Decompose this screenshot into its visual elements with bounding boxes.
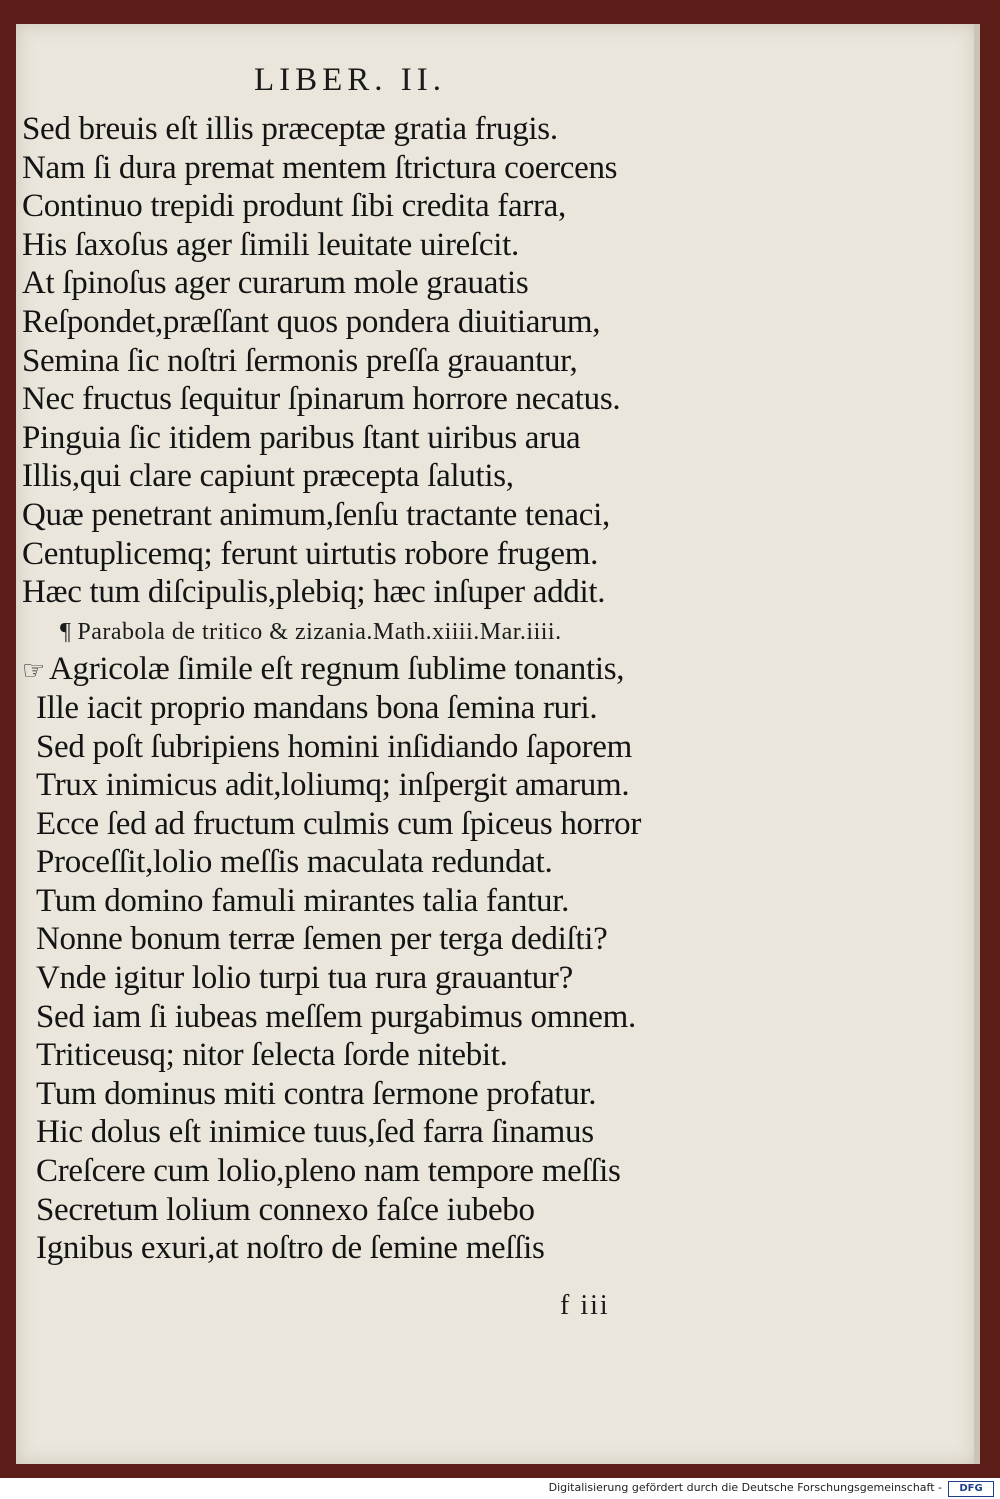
verse-block <box>22 110 722 1268</box>
verse-line: Ignibus exuri,at noſtro de ſemine meſſis <box>36 1230 545 1267</box>
verse-line: Triticeusq; nitor ſelecta ſorde nitebit. <box>36 1037 508 1074</box>
verse-line: Centuplicemq; ferunt uirtutis robore frugem. <box>22 535 599 572</box>
dfg-logo: DFG <box>948 1481 994 1497</box>
verse-line: Tum domino famuli mirantes talia fantur. <box>36 882 570 919</box>
verse-line: Semina ſic noſtri ſermonis preſſa grauantur, <box>22 342 578 379</box>
running-header: LIBER. II. <box>253 62 447 98</box>
verse-line: Illis,qui clare capiunt præcepta ſalutis, <box>22 458 514 495</box>
funding-credit: Digitalisierung gefördert durch die Deutsche Forschungsgemeinschaft - <box>548 1481 942 1494</box>
verse-line <box>22 650 722 689</box>
verse-line: Sed poſt ſubripiens homini inſidiando ſaporem <box>36 728 633 765</box>
verse-line: Nam ſi dura premat mentem ſtrictura coercens <box>22 149 618 186</box>
verse-line-text: Agricolæ ſimile eſt regnum ſublime tonantis, <box>49 651 625 688</box>
verse-line: His ſaxoſus ager ſimili leuitate uireſcit. <box>22 226 519 263</box>
verse-line: Hæc tum diſcipulis,plebiq; hæc inſuper addit. <box>22 574 606 611</box>
page-edge <box>974 24 980 1464</box>
verse-line: Vnde igitur lolio turpi tua rura grauantur? <box>36 960 573 997</box>
verse-line: Sed iam ſi iubeas meſſem purgabimus omnem. <box>36 998 636 1035</box>
verse-line: Tum dominus miti contra ſermone profatur. <box>36 1075 597 1112</box>
signature-mark: f iii <box>560 1290 610 1321</box>
verse-line: Creſcere cum lolio,pleno nam tempore meſſis <box>36 1153 621 1190</box>
verse-line: Proceſſit,lolio meſſis maculata redundat. <box>36 844 553 881</box>
verse-line: Quæ penetrant animum,ſenſu tractante tenaci, <box>22 496 610 533</box>
verse-line: Hic dolus eſt inimice tuus,ſed farra ſinamus <box>36 1114 594 1151</box>
pilcrow-mark: ¶ <box>60 618 72 645</box>
verse-line: Sed breuis eſt illis præceptæ gratia frugis. <box>22 111 558 147</box>
verse-line: At ſpinoſus ager curarum mole grauatis <box>22 265 529 302</box>
verse-line: Continuo trepidi produnt ſibi credita farra, <box>22 188 566 225</box>
verse-line: Ecce ſed ad fructum culmis cum ſpiceus horror <box>36 805 642 842</box>
manicule-icon: ☞ <box>22 656 46 686</box>
verse-line: Ille iacit proprio mandans bona ſemina ruri. <box>36 689 598 726</box>
verse-line: Trux inimicus adit,loliumq; inſpergit amarum. <box>36 767 630 804</box>
verse-line: Pinguia ſic itidem paribus ſtant uiribus arua <box>22 419 581 456</box>
rubric-text: Parabola de tritico & zizania.Math.xiiii.Mar.iiii. <box>77 618 562 645</box>
verse-line: Nec fructus ſequitur ſpinarum horrore necatus. <box>22 381 621 418</box>
footer-bar <box>0 1478 1000 1499</box>
section-rubric <box>22 612 722 651</box>
verse-line: Nonne bonum terræ ſemen per terga dediſti? <box>36 921 608 958</box>
verse-line: Secretum lolium connexo faſce iubebo <box>36 1191 535 1228</box>
verse-line: Reſpondet,præſſant quos pondera diuitiarum, <box>22 303 601 340</box>
